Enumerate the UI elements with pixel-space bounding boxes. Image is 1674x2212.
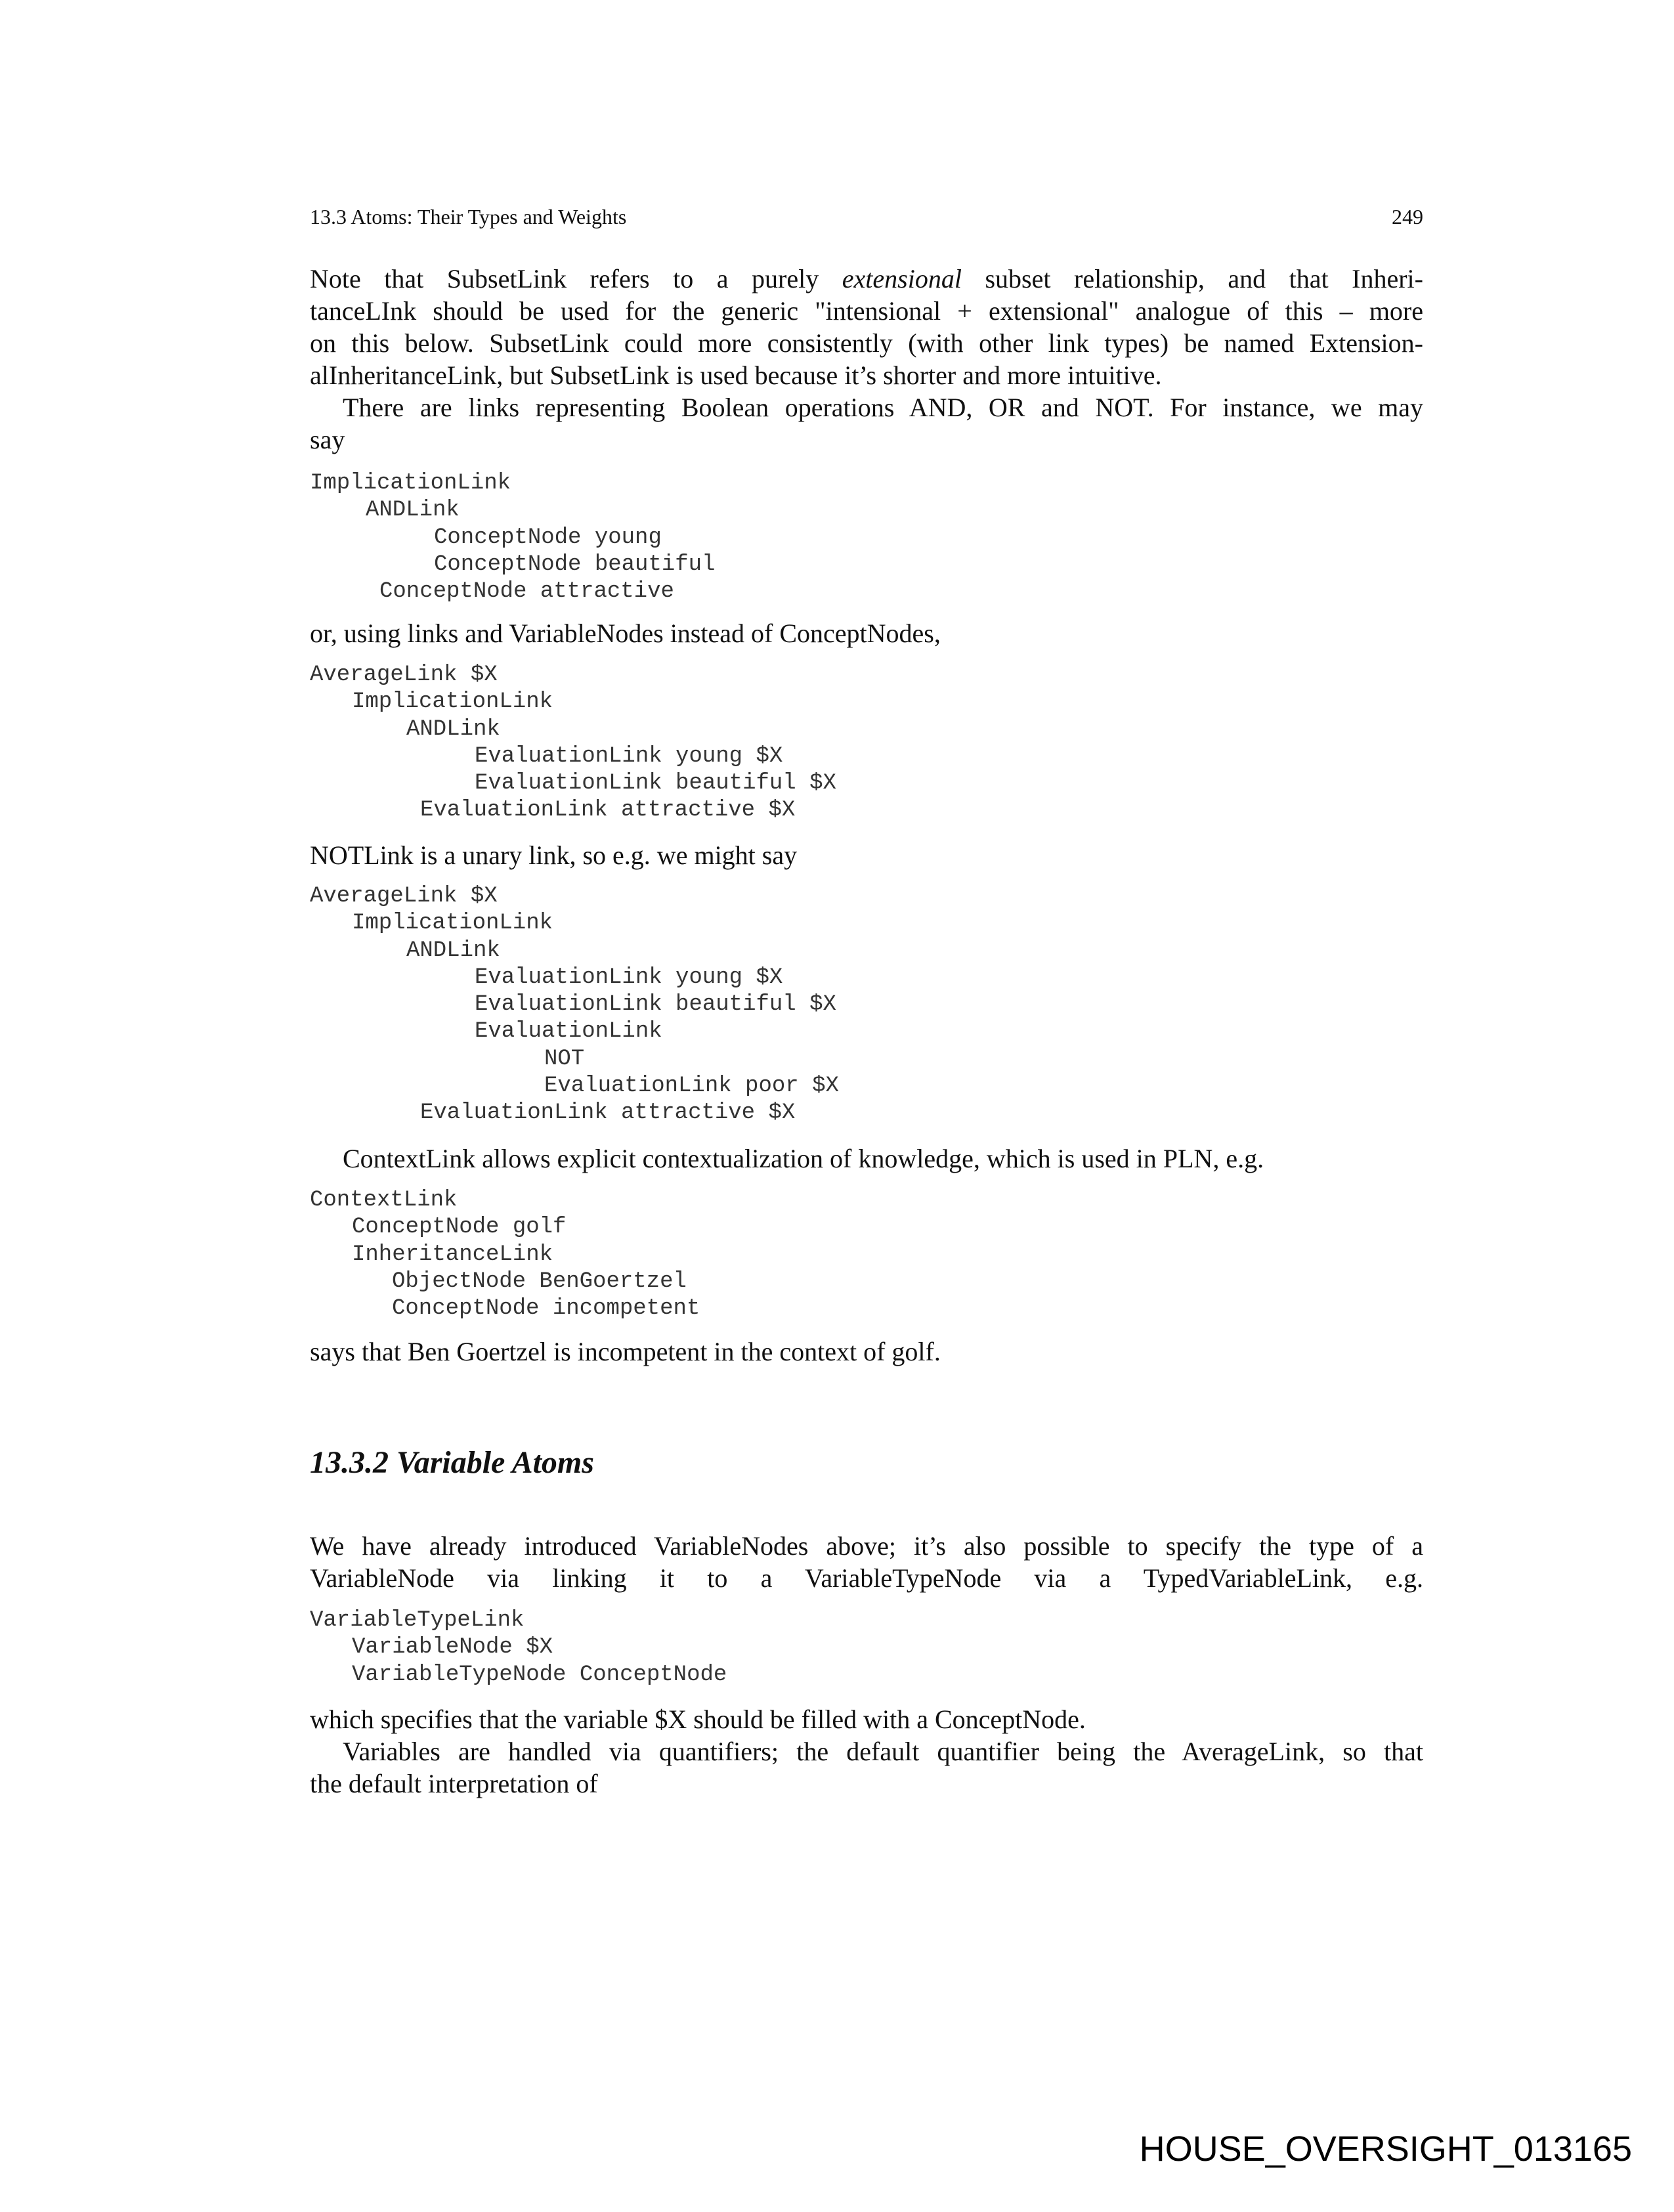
paragraph [310,391,1423,456]
text-line: tanceLInk should be used for the generic "intensional + extensional" analogue of this – more [310,296,1423,326]
code-line: ConceptNode young [434,525,662,550]
paragraph [310,263,1423,391]
code-line: EvaluationLink attractive $X [420,798,796,823]
section-heading [310,1444,1423,1481]
text-line: alInheritanceLink, but SubsetLink is used because it’s shorter and more intuitive. [310,360,1162,390]
text-segment: subset relationship, and that Inheri- [961,264,1423,293]
code-line: VariableNode $X [352,1635,553,1660]
code-line: VariableTypeNode ConceptNode [352,1662,727,1687]
paragraph [310,1703,1423,1800]
code-line: ConceptNode beautiful [434,552,716,577]
code-block [310,1187,1423,1322]
text-line: There are links representing Boolean operations AND, OR and NOT. For instance, we may [343,393,1423,422]
code-line: ConceptNode golf [352,1215,567,1240]
code-line: EvaluationLink attractive $X [420,1100,796,1126]
text-line: say [310,425,345,454]
code-line: ImplicationLink [310,471,511,496]
paragraph [310,1142,1423,1175]
code-block [310,470,1423,605]
code-line: EvaluationLink beautiful $X [475,992,836,1018]
code-line: AverageLink $X [310,884,498,909]
text-line [310,263,1423,295]
text-line: Variables are handled via quantifiers; the default quantifier being the AverageLink, so that [343,1737,1423,1766]
code-line: ANDLink [406,938,500,963]
text-line: on this below. SubsetLink could more consistently (with other link types) be named Extension- [310,328,1423,358]
text-line: which specifies that the variable $X should be filled with a ConceptNode. [310,1704,1086,1734]
text-line: says that Ben Goertzel is incompetent in the context of golf. [310,1337,941,1366]
text-line: We have already introduced VariableNodes above; it’s also possible to specify the type of a [310,1531,1423,1561]
page-number: 249 [1392,205,1423,228]
text-segment: Note that SubsetLink refers to a purely [310,264,842,293]
emphasis-text: extensional [842,264,962,293]
code-line: AverageLink $X [310,662,498,687]
text-line: VariableNode via linking it to a VariableTypeNode via a TypedVariableLink, e.g. [310,1563,1423,1593]
code-line: EvaluationLink beautiful $X [475,771,836,796]
code-line: ConceptNode attractive [379,579,674,605]
code-block [310,1607,1423,1689]
code-line: ObjectNode BenGoertzel [392,1269,687,1294]
code-line: ImplicationLink [352,911,553,936]
code-block [310,662,1423,825]
paragraph [310,839,1423,871]
code-line: ImplicationLink [352,689,553,715]
code-line: VariableTypeLink [310,1608,525,1633]
paragraph [310,1530,1423,1594]
code-line: EvaluationLink young $X [475,743,783,769]
code-line: EvaluationLink young $X [475,965,783,990]
code-line: EvaluationLink poor $X [544,1073,839,1099]
code-line: ANDLink [406,716,500,742]
code-line: InheritanceLink [352,1242,553,1267]
running-header [310,205,1423,229]
code-line: NOT [544,1046,585,1072]
code-line: EvaluationLink [475,1019,662,1045]
text-line: NOTLink is a unary link, so e.g. we might say [310,840,798,870]
code-line: ANDLink [366,498,460,523]
code-block [310,883,1423,1127]
text-line: or, using links and VariableNodes instead of ConceptNodes, [310,618,941,648]
code-line: ContextLink [310,1188,458,1213]
section-title: 13.3 Atoms: Their Types and Weights [310,205,627,228]
bates-stamp: HOUSE_OVERSIGHT_013165 [1139,2129,1632,2169]
paragraph [310,617,1423,649]
text-line: ContextLink allows explicit contextualization of knowledge, which is used in PLN, e.g. [343,1144,1264,1173]
code-line: ConceptNode incompetent [392,1296,700,1322]
text-line: the default interpretation of [310,1769,598,1798]
paragraph [310,1335,1423,1368]
text-line: 13.3.2 Variable Atoms [310,1445,594,1480]
